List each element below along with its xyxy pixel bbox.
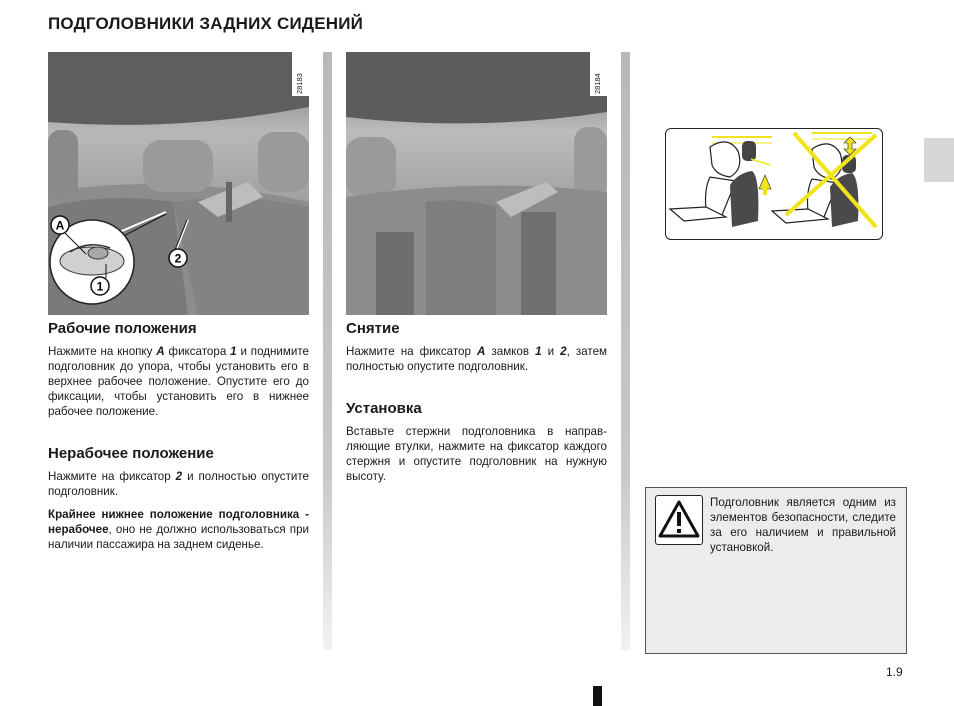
text-run: и поднимите подголовник до упора, чтобы установить его в верхнее рабочее положение. Опустите его до фиксации, чтобы установить его в нижнее рабочее положение. [48,345,309,418]
page-number: 1.9 [886,665,903,679]
callout-2: 2 [174,251,182,266]
section-tab [924,138,954,182]
warning-triangle-icon [655,495,703,545]
column-divider [621,52,630,650]
paragraph-lowest-position-warning [48,507,309,552]
footer-mark [593,686,602,706]
paragraph-non-working-position [48,469,309,499]
text-run: Крайнее нижнее положение подголовника - нерабочее [48,508,309,536]
text-run: и полностью опустите подголовник. [48,470,310,498]
image-code: 28183 [295,73,304,94]
paragraph-working-positions [48,344,309,419]
callout-a: A [55,218,65,233]
column-divider [323,52,332,650]
text-run: и [541,345,561,358]
headrest-photo-removal [346,52,607,315]
callout-1: 1 [96,279,104,294]
heading-removal: Снятие [346,320,400,337]
text-run: Вставьте стержни подголовника в направляющие втулки, нажмите на фиксатор каждого стержня и опустите подголовник на нужную высоту. [346,425,607,483]
text-run: , затем полностью опустите подголовник. [346,345,607,373]
text-run: Нажмите на фиксатор [48,470,176,483]
heading-working-positions: Рабочие положения [48,320,197,337]
page-title: ПОДГОЛОВНИКИ ЗАДНИХ СИДЕНИЙ [48,14,364,33]
text-run: замков [485,345,536,358]
text-run: фиксатора [164,345,231,358]
warning-text: Подголовник является одним из элементов безопасности, следите за его наличием и правильной установкой. [710,496,896,554]
paragraph-removal [346,344,607,374]
image-code: 28184 [593,73,602,94]
text-run: A [156,345,165,358]
text-run: , оно не должно использоваться при наличии пассажира на заднем сиденье. [48,523,309,551]
text-run: 2 [175,470,183,483]
text-run: 2 [560,345,567,358]
safety-warning-box [645,487,907,654]
text-run: 1 [535,345,542,358]
text-run: Нажмите на кнопку [48,345,157,358]
text-run: Нажмите на фиксатор [346,345,477,358]
heading-non-working-position: Нерабочее положение [48,445,214,462]
headrest-photo-positions [48,52,309,315]
text-run: 1 [230,345,237,358]
text-run: A [477,345,486,358]
paragraph-installation [346,424,607,484]
headrest-position-diagram [665,128,883,240]
heading-installation: Установка [346,400,422,417]
